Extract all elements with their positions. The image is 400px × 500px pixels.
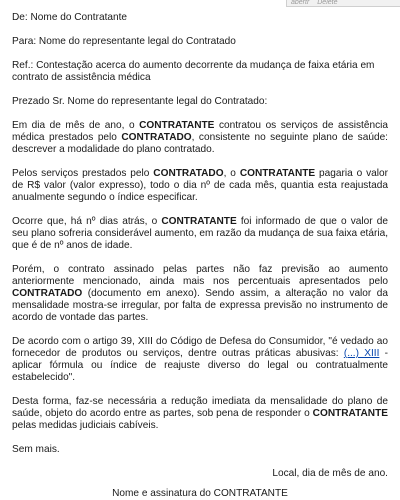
p1-text-e: , consistente no seguinte plano de saúde: descrever a modalidade do plano contratado. [12,132,388,155]
corner-tab [286,0,400,7]
corner-tab-left: abertr [291,0,310,6]
letter-body [12,12,388,500]
paragraph-1 [12,120,388,156]
closing: Sem mais. [12,444,60,455]
salutation: Prezado Sr. Nome do representante legal do Contratado: [12,96,268,107]
paragraph-2 [12,168,388,204]
place-date: Local, dia de mês de ano. [272,468,388,479]
signature-line: Nome e assinatura do CONTRATANTE [112,488,288,499]
header-to: Para: Nome do representante legal do Contratado [12,36,236,47]
p2-text-c: , o [223,168,240,179]
p1-text-c: contratou os serviços de assistência médica prestados pelo [12,120,388,143]
paragraph-3 [12,216,388,252]
p4-text-a: Porém, o contrato assinado pelas partes não faz previsão ao aumento anteriormente mencionado, ainda mais nos percentuais apresentados pelo [12,264,388,287]
header-ref: Ref.: Contestação acerca do aumento decorrente da mudança de faixa etária em contrato de assistência médica [12,60,375,83]
p5-text-a: De acordo com o artigo 39, XIII do Código de Defesa do Consumidor, "é vedado ao fornecedor de produtos ou serviços, dentre outras práticas abusivas: [12,336,388,359]
paragraph-4 [12,264,388,324]
header-from: De: Nome do Contratante [12,12,128,23]
p5-text-c: - aplicar fórmula ou índice de reajuste diverso do legal ou contratualmente estabelecido". [12,348,388,383]
p3-text-a: Ocorre que, há nº dias atrás, o [12,216,162,227]
p3-contratante: CONTRATANTE [161,216,237,227]
law-link[interactable]: (...) XIII [343,348,380,359]
p2-contratado: CONTRATADO [153,168,224,179]
corner-tab-right: Delete [317,0,338,6]
p1-contratante: CONTRATANTE [139,120,215,131]
p4-contratado: CONTRATADO [12,288,83,299]
p4-text-c: (documento em anexo). Sendo assim, a alteração no valor da mensalidade mostra-se irregular, por falta de expressa previsão no instrumento de acordo de vontade das partes. [12,288,388,323]
p3-text-c: foi informado de que o valor de seu plano sofreria considerável aumento, em razão da mudança de sua faixa etária, que é de nº anos de idade. [12,216,389,251]
p6-contratante: CONTRATANTE [312,408,388,419]
p2-contratante: CONTRATANTE [239,168,316,179]
p1-text-a: Em dia de mês de ano, o [12,120,140,131]
p1-contratado: CONTRATADO [121,132,192,143]
p2-text-a: Pelos serviços prestados pelo [12,168,154,179]
paragraph-6 [12,396,388,432]
p6-text-a: Desta forma, faz-se necessária a redução imediata da mensalidade do plano de saúde, objeto do acordo entre as partes, sob pena de responder o [12,396,388,419]
p6-text-c: pelas medidas judiciais cabíveis. [12,420,159,431]
paragraph-5 [12,336,388,384]
p2-text-e: pagaria o valor de R$ valor (valor expresso), todo o dia nº de cada mês, quantia esta reajustada anualmente segundo o índice especificar. [12,168,389,203]
